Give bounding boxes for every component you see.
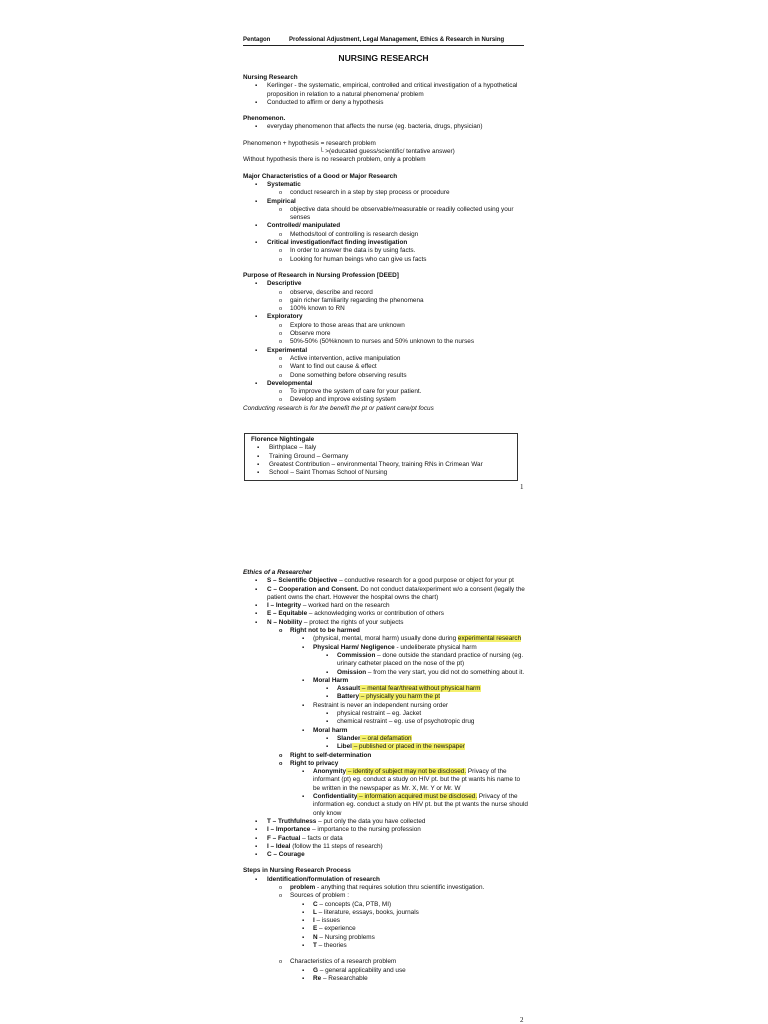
sub-item: o Done something before observing results (243, 372, 528, 380)
list-item: ▪ School – Saint Thomas School of Nursing (251, 469, 511, 477)
list-item: ▪ T – Truthfulness – put only the data you have collected (243, 818, 528, 826)
closing-note: Conducting research is for the benefit the pt or patient care/pt focus (243, 404, 434, 412)
sub-item: ▪ I – issues (243, 917, 528, 925)
sub-item: o 50%-50% (50%known to nurses and 50% unknown to the nurses (243, 338, 528, 346)
bullet-list (243, 280, 528, 404)
list-item: ▪ Experimental (243, 347, 528, 355)
list-item: ▪ E – Equitable – acknowledging works or contribution of others (243, 610, 528, 618)
text-line: Phenomenon + hypothesis = research problem (243, 139, 376, 147)
bullet-list (251, 444, 511, 477)
list-item: ▪ N – Nobility – protect the rights of your subjects (243, 619, 528, 627)
sub-item: ▪ C – concepts (Ca, PTB, MI) (243, 901, 528, 909)
list-item: ▪ Empirical (243, 198, 528, 206)
list-item: ▪ Exploratory (243, 313, 528, 321)
sub-item: o Right to privacy (243, 760, 528, 768)
list-item: ▪ Critical investigation/fact finding investigation (243, 239, 528, 247)
sub-item: ▪ Physical Harm/ Negligence - undeliberate physical harm (243, 644, 528, 652)
sub-item: ▪ Battery – physically you harm the pt (243, 693, 528, 701)
list-item: ▪ I – Integrity – worked hard on the research (243, 602, 528, 610)
section-heading: Steps in Nursing Research Process (243, 867, 351, 875)
list-item: ▪ Kerlinger - the systematic, empirical, controlled and critical investigation of a hypothetical proposition in relation to a natural phenomena/ problem (243, 82, 528, 99)
sub-item: ▪ G – general applicability and use (243, 967, 528, 975)
sub-item: o Characteristics of a research problem (243, 958, 528, 966)
box-heading: Florence Nightingale (251, 436, 315, 443)
sub-item: o 100% known to RN (243, 305, 528, 313)
sub-item: o observe, describe and record (243, 289, 528, 297)
list-item: ▪ Conducted to affirm or deny a hypothesis (243, 99, 528, 107)
sub-item: o Methods/tool of controlling is research design (243, 231, 528, 239)
sub-item: o Active intervention, active manipulation (243, 355, 528, 363)
sub-item: ▪ chemical restraint – eg. use of psychotropic drug (243, 718, 528, 726)
bullet-list (243, 123, 528, 131)
nightingale-box (244, 433, 518, 481)
text-line: └ >(educated guess/scientific/ tentative answer) (319, 148, 455, 156)
sub-item: ▪ Slander – oral defamation (243, 735, 528, 743)
bullet-list (243, 181, 528, 264)
sub-item: o Observe more (243, 330, 528, 338)
page-2-body (243, 569, 528, 983)
section-heading: Ethics of a Researcher (243, 569, 312, 576)
list-item: ▪ Identification/formulation of research (243, 876, 528, 884)
sub-item: o To improve the system of care for your patient. (243, 388, 528, 396)
sub-item: o Want to find out cause & effect (243, 363, 528, 371)
list-item: ▪ I – Ideal (follow the 11 steps of research) (243, 843, 528, 851)
sub-item: o gain richer familiarity regarding the phenomena (243, 297, 528, 305)
bullet-list (243, 958, 528, 983)
sub-item: o Looking for human beings who can give us facts (243, 256, 528, 264)
sub-item: o Explore to those areas that are unknown (243, 322, 528, 330)
list-item: ▪ Developmental (243, 380, 528, 388)
list-item: ▪ F – Factual – facts or data (243, 835, 528, 843)
sub-item: ▪ physical restraint – eg. Jacket (243, 710, 528, 718)
list-item: ▪ C – Cooperation and Consent. Do not conduct data/experiment w/o a consent (legally the patient owns the chart. However the hospital owns the chart) (243, 586, 528, 603)
running-header (243, 36, 524, 46)
sub-item: ▪ T – theories (243, 942, 528, 950)
sub-item: o Sources of problem : (243, 892, 528, 900)
sub-item: o Right not to be harmed (243, 627, 528, 635)
bullet-list (243, 82, 528, 107)
sub-item: ▪ Omission – from the very start, you did not do something about it. (243, 669, 528, 677)
text-line: Without hypothesis there is no research problem, only a problem (243, 156, 426, 164)
page-1-body (243, 74, 528, 413)
page-number: 2 (520, 1016, 524, 1024)
page-number: 1 (520, 483, 524, 491)
header-right: Professional Adjustment, Legal Management, Ethics & Research in Nursing (289, 37, 505, 43)
header-left: Pentagon (243, 37, 271, 43)
list-item: ▪ S – Scientific Objective – conductive research for a good purpose or object for your pt (243, 577, 528, 585)
sub-item: o problem - anything that requires solution thru scientific investigation. (243, 884, 528, 892)
sub-item: ▪ Anonymity – identity of subject may not be disclosed. Privacy of the informant (pt) eg. conduct a study on HIV pt. but the pt wants his name to be written in the newspaper as Mr. X, Mr. Y or Mr. W (243, 768, 528, 793)
sub-item: ▪ Confidentiality – information acquired must be disclosed. Privacy of the information eg. conduct a study on HIV pt. but the pt wants the nurse should only know (243, 793, 528, 818)
sub-item: o conduct research in a step by step process or procedure (243, 189, 528, 197)
section-heading: Purpose of Research in Nursing Profession [DEED] (243, 271, 399, 279)
sub-item: o In order to answer the data is by using facts. (243, 247, 528, 255)
list-item: ▪ Systematic (243, 181, 528, 189)
section-heading: Major Characteristics of a Good or Major Research (243, 172, 398, 180)
page-1 (0, 0, 768, 498)
page-title: NURSING RESEARCH (338, 53, 429, 63)
sub-item: ▪ Restraint is never an independent nursing order (243, 702, 528, 710)
list-item: ▪ Descriptive (243, 280, 528, 288)
page-2 (0, 560, 768, 1024)
list-item: ▪ everyday phenomenon that affects the nurse (eg. bacteria, drugs, physician) (243, 123, 528, 131)
sub-item: ▪ E – experience (243, 925, 528, 933)
sub-item: ▪ Moral harm (243, 727, 528, 735)
list-item: ▪ Birthplace – Italy (251, 444, 511, 452)
sub-item: ▪ Commission – done outside the standard practice of nursing (eg. urinary catheter placed on the nose of the pt) (243, 652, 528, 669)
bullet-list (243, 577, 528, 859)
sub-item: ▪ Assault – mental fear/threat without physical harm (243, 685, 528, 693)
sub-item: ▪ Re – Researchable (243, 975, 528, 983)
sub-item: o objective data should be observable/measurable or readily collected using your senses (243, 206, 528, 223)
sub-item: ▪ (physical, mental, moral harm) usually done during experimental research (243, 635, 528, 643)
list-item: ▪ Training Ground – Germany (251, 453, 511, 461)
list-item: ▪ Greatest Contribution – environmental Theory, training RNs in Crimean War (251, 461, 511, 469)
list-item: ▪ C – Courage (243, 851, 528, 859)
sub-item: ▪ Libel – published or placed in the newspaper (243, 743, 528, 751)
list-item: ▪ Controlled/ manipulated (243, 222, 528, 230)
section-heading: Nursing Research (243, 74, 298, 81)
sub-item: o Develop and improve existing system (243, 396, 528, 404)
sub-item: ▪ L – literature, essays, books, journals (243, 909, 528, 917)
section-heading: Phenomenon. (243, 115, 286, 123)
sub-item: o Right to self-determination (243, 752, 528, 760)
sub-item: ▪ Moral Harm (243, 677, 528, 685)
list-item: ▪ I – Importance – importance to the nursing profession (243, 826, 528, 834)
bullet-list (243, 876, 528, 951)
sub-item: ▪ N – Nursing problems (243, 934, 528, 942)
